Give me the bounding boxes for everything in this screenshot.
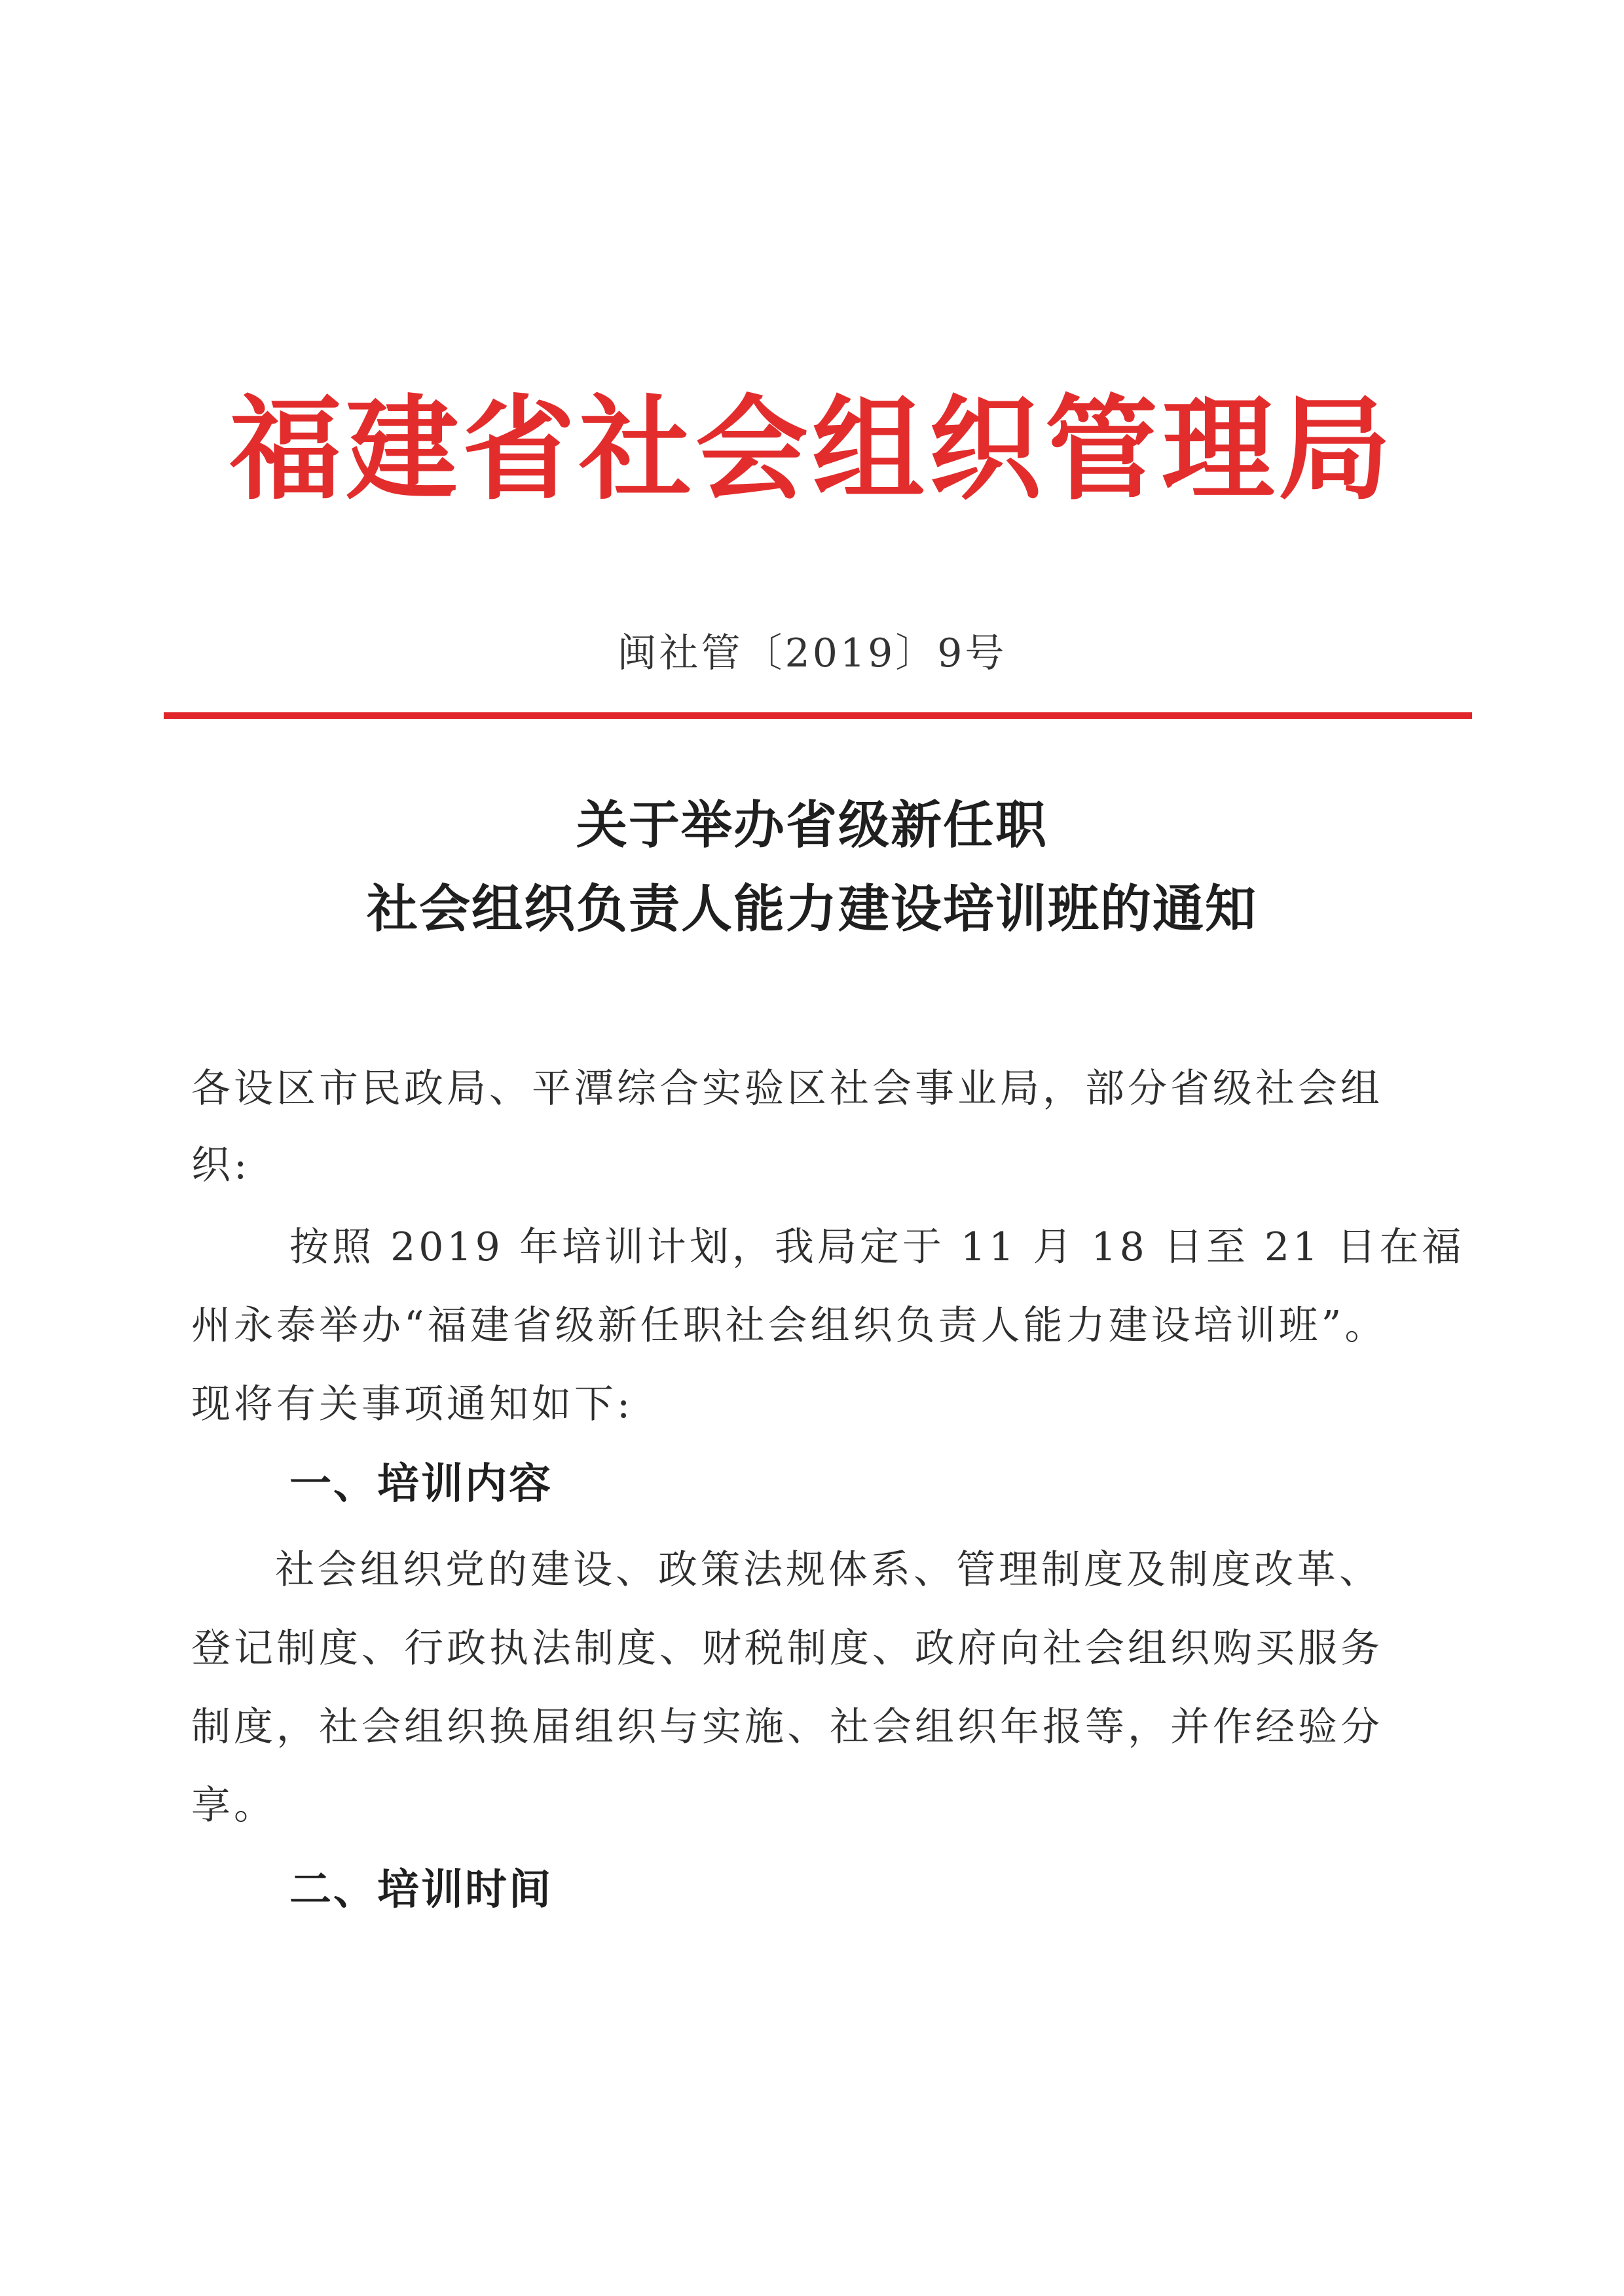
- issuing-organization-header: 福建省社会组织管理局: [229, 382, 1395, 515]
- section-1-line-4: 享。: [191, 1783, 276, 1829]
- addressee-line-1: 各设区市民政局、平潭综合实验区社会事业局，部分省级社会组: [191, 1066, 1383, 1112]
- red-divider-line: [164, 712, 1472, 719]
- section-2-heading: 二、培训时间: [289, 1865, 553, 1914]
- intro-line-3: 现将有关事项通知如下:: [191, 1381, 634, 1427]
- section-1-line-3: 制度，社会组织换届组织与实施、社会组织年报等，并作经验分: [191, 1704, 1383, 1750]
- notice-title-line-1: 关于举办省级新任职: [576, 795, 1048, 855]
- intro-line-2: 州永泰举办“福建省级新任职社会组织负责人能力建设培训班”。: [191, 1303, 1388, 1349]
- intro-line-1: 按照 2019 年培训计划，我局定于 11 月 18 日至 21 日在福: [289, 1224, 1465, 1270]
- document-number: 闽社管〔2019〕9号: [617, 630, 1007, 676]
- section-1-heading: 一、培训内容: [289, 1459, 553, 1508]
- addressee-line-2: 织:: [191, 1142, 251, 1188]
- section-1-line-2: 登记制度、行政执法制度、财税制度、政府向社会组织购买服务: [191, 1626, 1383, 1671]
- section-1-line-1: 社会组织党的建设、政策法规体系、管理制度及制度改革、: [275, 1547, 1382, 1593]
- notice-title-line-2: 社会组织负责人能力建设培训班的通知: [366, 879, 1257, 939]
